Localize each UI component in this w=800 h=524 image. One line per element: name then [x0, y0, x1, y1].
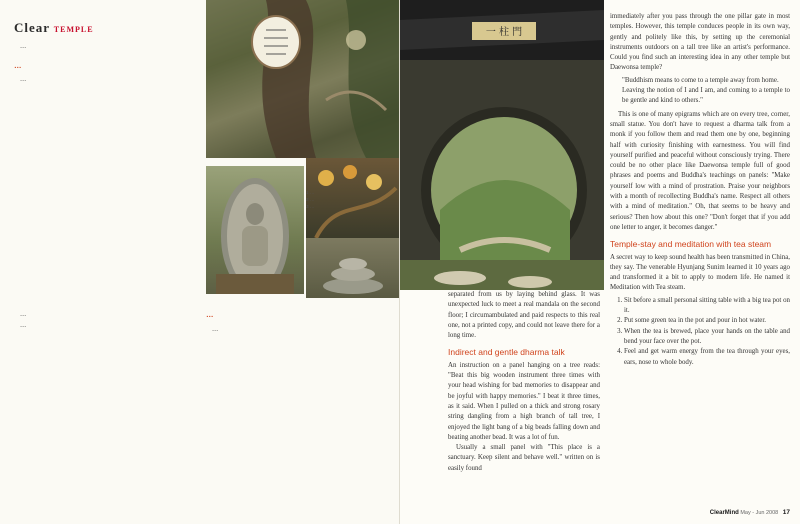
- right-page: [400, 0, 800, 524]
- right-quote-block: [610, 76, 790, 107]
- tree-panel-illustration: [206, 0, 400, 158]
- temple-gate-illustration: [400, 0, 604, 290]
- right-quote-1: "Buddhism means to come to a temple away from home.: [622, 76, 779, 84]
- right-paragraph-1: immediately after you pass through the one pillar gate in most temples. However, this temple conduces people in its own way, gently and politely like this, by setting up the ceremonial instruments outdoors on a tall tree like an artist's performance. Could you find such an interesting idea in any other temple but Daewonsa temple?: [610, 13, 790, 72]
- tea-step: 1. Sit before a small personal sitting table with a big tea pot on it.: [624, 296, 790, 317]
- caption-line-3: 3 …: [306, 203, 315, 209]
- mid-paragraph-1: separated from us by laying behind glass. It was unexpected luck to meet a real mandala on the second floor; I circumambulated and paid respects to this real one, not a printed copy, and could not leave there for a long time.: [448, 291, 600, 340]
- magazine-brand: [14, 20, 94, 36]
- page-footer: [710, 509, 790, 516]
- korean-subhead-2: …: [206, 310, 214, 319]
- korean-column-1b: [14, 310, 198, 510]
- korean-subhead-1: …: [14, 60, 22, 70]
- mid-paragraph-3: Usually a small panel with "This place is a sanctuary. Keep silent and behave well." written on is easily found: [448, 444, 600, 472]
- footer-magazine: ClearMind: [709, 510, 739, 516]
- brand-clear: Clear: [14, 20, 51, 35]
- tea-step: 3. When the tea is brewed, place your hands on the table and bend your face over the pot.: [624, 327, 790, 348]
- page-number: 17: [782, 509, 790, 516]
- right-subhead: Temple-stay and meditation with tea steam: [610, 239, 772, 250]
- english-column-middle: [448, 290, 600, 474]
- stone-buddha-photo: [206, 166, 304, 294]
- brand-temple: temple: [53, 21, 94, 35]
- korean-quote-2: …: [20, 321, 27, 329]
- korean-quote-1: …: [20, 311, 27, 318]
- english-column-right: [610, 12, 790, 368]
- caption-line-1: 1 …: [306, 190, 315, 195]
- temple-tree-photo: [206, 0, 400, 158]
- gate-sign-text: 一 柱 門: [485, 27, 523, 38]
- tea-step: 4. Feel and get warm energy from the tea through your eyes, ears, nose to whole body.: [624, 347, 790, 368]
- korean-body-1: …: [20, 76, 27, 84]
- stone-buddha-illustration: [206, 166, 304, 294]
- korean-column-3: [206, 302, 396, 512]
- right-quote-2: Leaving the notion of I and I am, and coming to a temple to be gentle and kind to others.": [622, 87, 790, 105]
- tea-step: 2. Put some green tea in the pot and pour in hot water.: [624, 316, 790, 326]
- footer-issue: May - Jun 2008: [740, 510, 779, 516]
- right-paragraph-3: A secret way to keep sound health has been transmitted in China, they say. The venerable Hyunjang Sunim learned it 10 years ago and transformed it a bit to apply to modern life. He named it Meditation with Tea steam.: [610, 253, 790, 292]
- photo-captions: [306, 190, 398, 210]
- right-paragraph-2: This is one of many epigrams which are on every tree, corner, small statue. You don't have to request a dharma talk from a monk if you follow them and read them one by one, beginning half with curiosity finishing with earnestness. You will find yourself purified and peaceful without consciously trying. There could be no other place like Daewonsa temple full of good phrases and poems and Buddha's teachings on panels: "Make yourself low with a mind of prostration. Praise your neighbors with a month of recollecting Buddha's name. Respect all others with a mind of meditation." Oh, that seems to be heavy and serious? Then how about this one? "Don't forget that if you add one letter to anger, it becomes danger.": [610, 110, 790, 231]
- mid-paragraph-2: An instruction on a panel hanging on a tree reads: "Beat this big wooden instrument three times with your head wishing for bad memories to disappear and be joyful with happy memories." I beat it three times, as it said. When I pulled on a thick and strong rosary string dangling from a high branch of tall tree, I enjoyed the light bang of a big beads falling down and beating another bead. It was a lot of fun.: [448, 361, 600, 441]
- stone-stack-photo: [306, 238, 400, 298]
- caption-line-2: 2 …: [306, 196, 315, 202]
- temple-gate-photo: [400, 0, 604, 290]
- korean-body-3: …: [212, 325, 219, 333]
- mid-subhead: Indirect and gentle dharma talk: [448, 347, 565, 358]
- stone-stack-illustration: [306, 238, 400, 298]
- korean-intro: …: [20, 43, 27, 50]
- tea-steps-list: [610, 296, 790, 368]
